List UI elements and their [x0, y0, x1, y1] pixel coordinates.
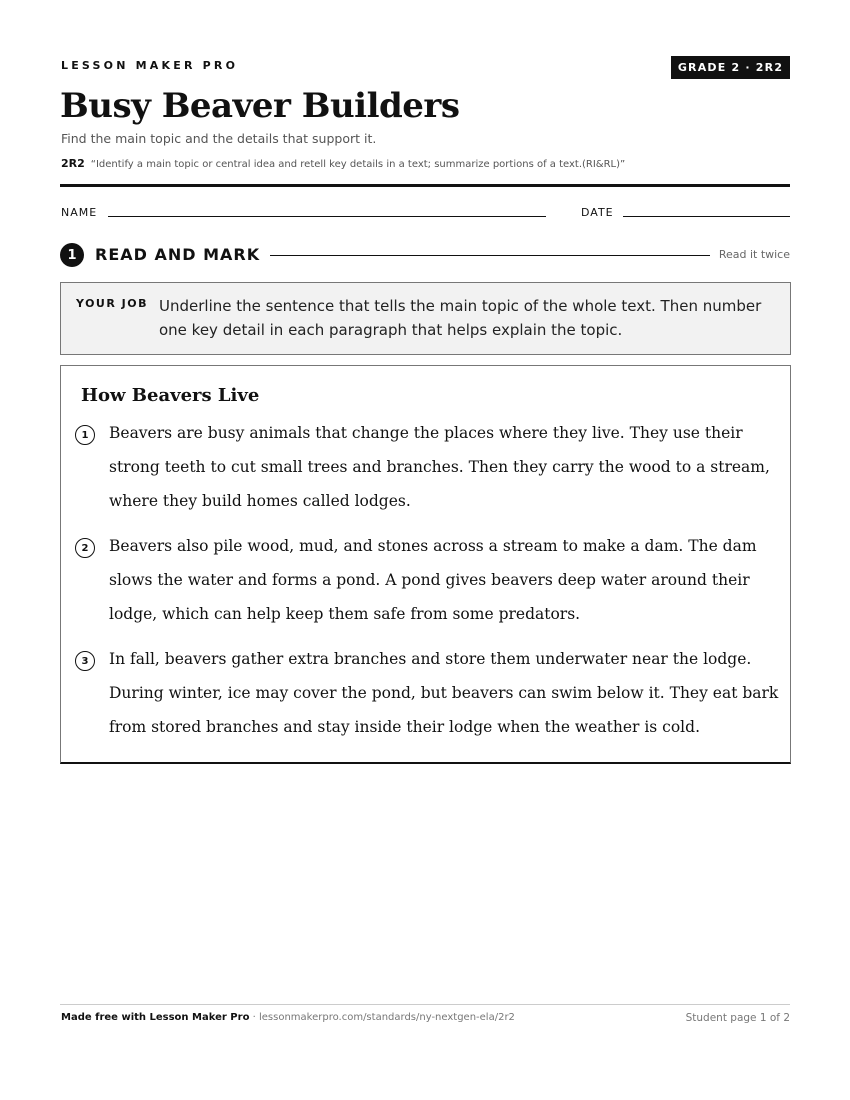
paragraph-text: Beavers also pile wood, mud, and stones across a stream to make a dam. The dam slows the water and forms a pond. A pond gives beavers deep water around their lodge, which can help keep them safe from some predators.	[109, 537, 757, 623]
worksheet-subtitle: Find the main topic and the details that support it.	[61, 131, 377, 146]
passage-box	[60, 365, 791, 764]
section-rule	[270, 255, 710, 256]
paragraph-number-icon: 1	[75, 425, 95, 445]
grade-badge: GRADE 2 · 2R2	[671, 56, 790, 79]
job-box	[60, 282, 791, 355]
footer-made-with: Made free with Lesson Maker Pro	[61, 1012, 250, 1023]
date-label: DATE	[581, 206, 614, 219]
job-label: YOUR JOB	[76, 297, 148, 310]
footer-credit	[61, 1012, 515, 1023]
footer-divider	[60, 1004, 790, 1005]
job-text: Underline the sentence that tells the main topic of the whole text. Then number one key detail in each paragraph that helps explain the topic.	[159, 297, 762, 339]
passage-title: How Beavers Live	[81, 385, 260, 406]
section-note: Read it twice	[718, 248, 790, 261]
paragraph-text: In fall, beavers gather extra branches and store them underwater near the lodge. During winter, ice may cover the pond, but beavers can swim below it. They eat bark from stored branches and stay inside their lodge when the weather is cold.	[109, 650, 779, 736]
standard-line	[61, 157, 625, 170]
paragraph-text: Beavers are busy animals that change the places where they live. They use their strong teeth to cut small trees and branches. Then they carry the wood to a stream, where they build homes called lodges.	[109, 424, 770, 510]
footer-url[interactable]: · lessonmakerpro.com/standards/ny-nextgen-ela/2r2	[249, 1012, 515, 1023]
worksheet-title: Busy Beaver Builders	[60, 86, 460, 126]
brand-label: LESSON MAKER PRO	[61, 59, 239, 72]
standard-code: 2R2	[61, 157, 85, 170]
date-line[interactable]	[623, 216, 790, 217]
header-divider	[60, 184, 790, 187]
paragraph-number-icon: 3	[75, 651, 95, 671]
paragraph-number-icon: 2	[75, 538, 95, 558]
name-line[interactable]	[108, 216, 546, 217]
section-title: READ AND MARK	[95, 245, 261, 264]
name-label: NAME	[61, 206, 98, 219]
section-number-badge: 1	[60, 243, 84, 267]
footer-page-number: Student page 1 of 2	[685, 1012, 790, 1024]
standard-text: “Identify a main topic or central idea and retell key details in a text; summarize portions of a text.(RI&RL)”	[90, 159, 626, 170]
